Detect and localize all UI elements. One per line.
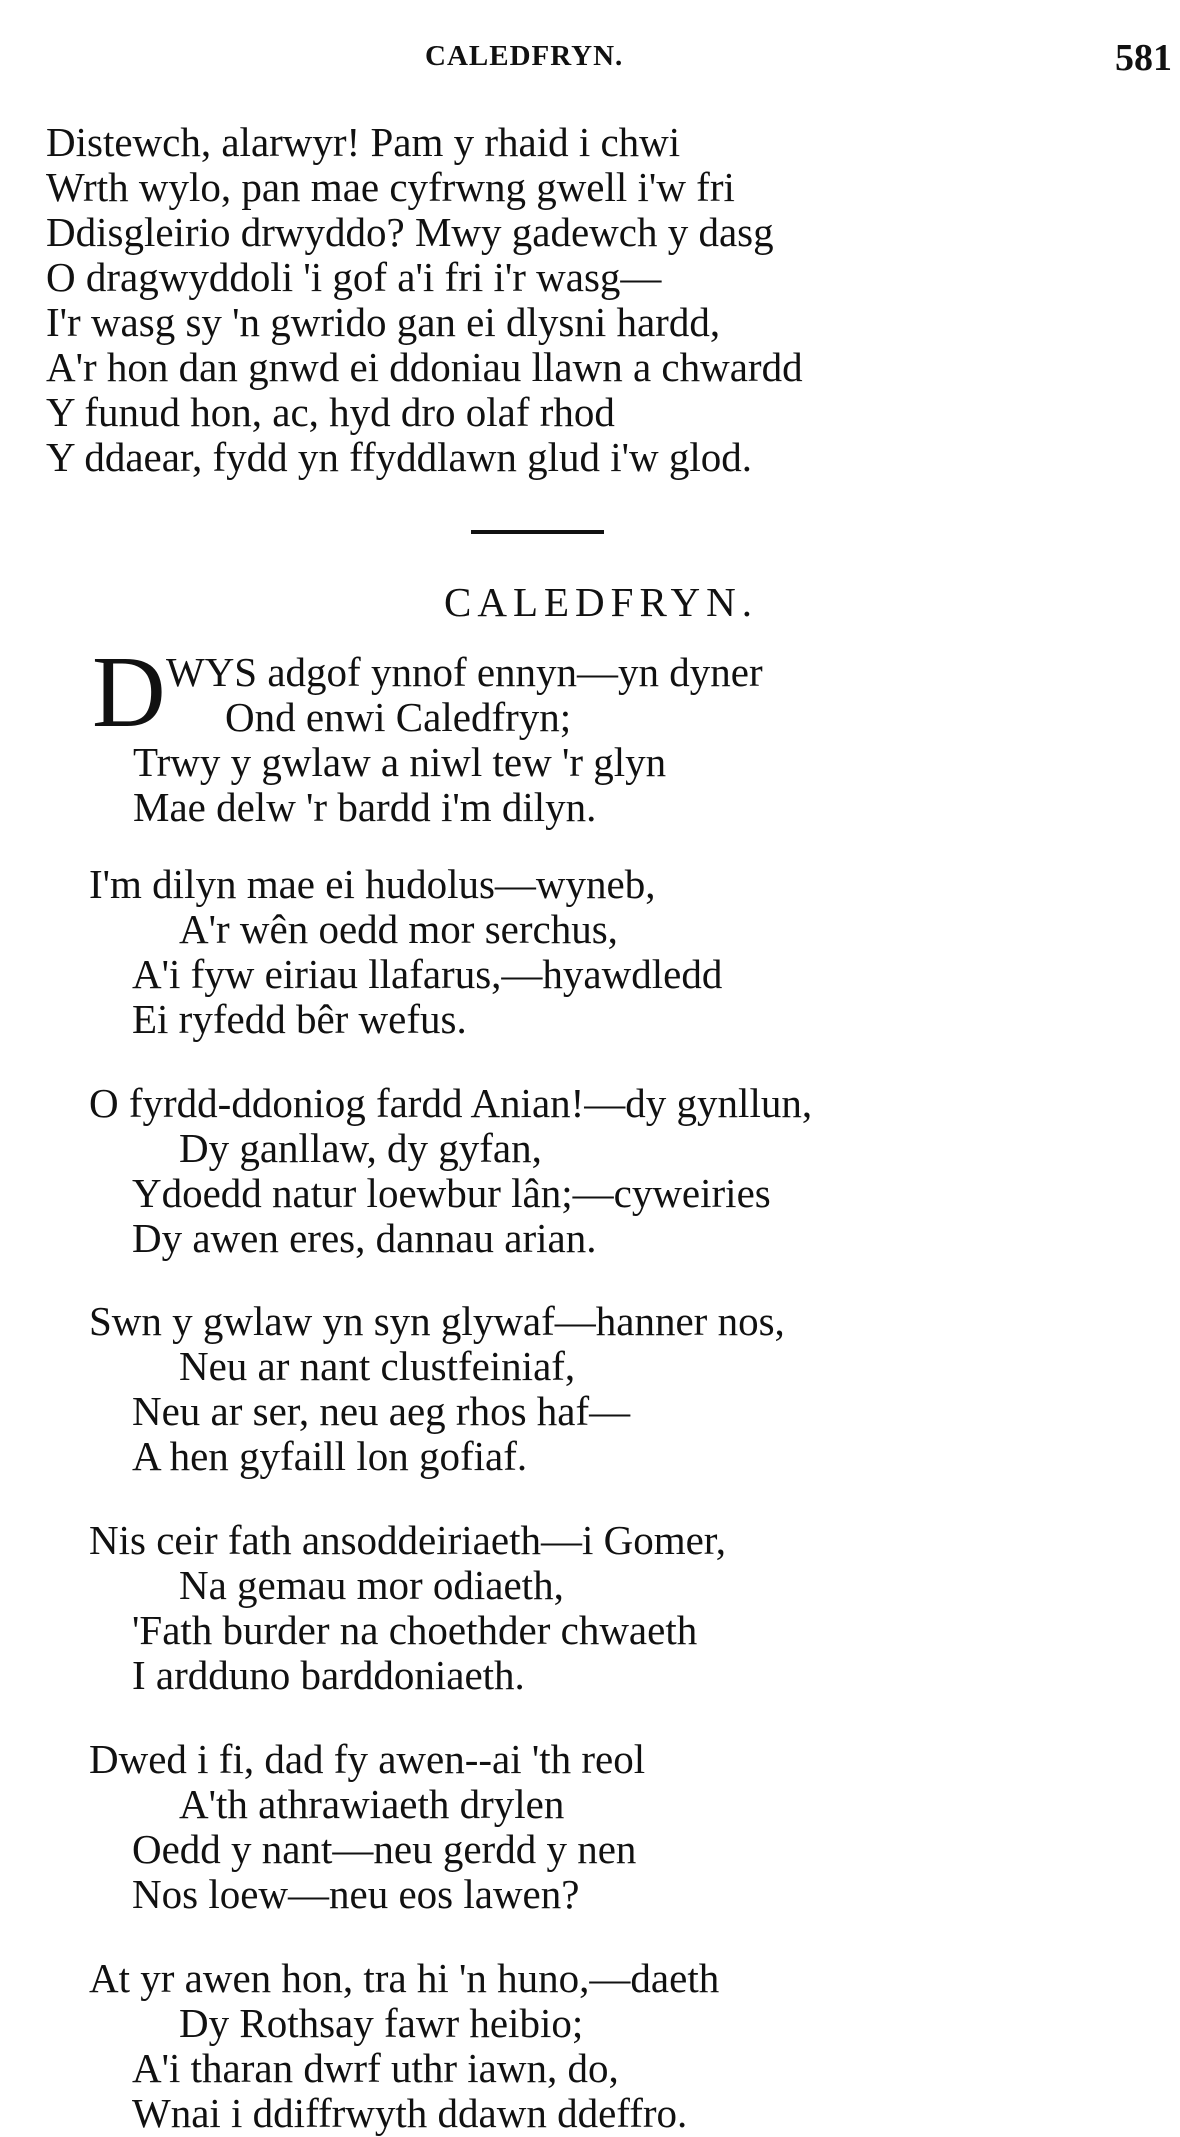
verse-line: O fyrdd-ddoniog fardd Anian!—dy gynllun, [89, 1080, 813, 1126]
verse-line: Dy awen eres, dannau arian. [132, 1215, 597, 1261]
page-number: 581 [1115, 37, 1172, 79]
verse-line: Y funud hon, ac, hyd dro olaf rhod [46, 389, 615, 435]
verse-line: Distewch, alarwyr! Pam y rhaid i chwi [46, 119, 681, 165]
verse-line: A'i fyw eiriau llafarus,—hyawdledd [132, 951, 723, 997]
section-divider [471, 530, 604, 534]
verse-line: Wrth wylo, pan mae cyfrwng gwell i'w fri [46, 164, 735, 210]
stanza [89, 1518, 726, 1698]
verse-line: Nos loew—neu eos lawen? [132, 1871, 580, 1917]
verse-line: Ei ryfedd bêr wefus. [132, 996, 467, 1042]
verse-line: O dragwyddoli 'i gof a'i fri i'r wasg— [46, 254, 662, 300]
stanza [89, 862, 722, 1042]
closing-stanza [46, 120, 803, 480]
verse-line: Swn y gwlaw yn syn glywaf—hanner nos, [89, 1298, 785, 1344]
verse-line: Wnai i ddiffrwyth ddawn ddeffro. [132, 2090, 688, 2136]
verse-line: I'r wasg sy 'n gwrido gan ei dlysni hardd, [46, 299, 721, 345]
verse-line: Dwed i fi, dad fy awen--ai 'th reol [89, 1736, 646, 1782]
running-title: CALEDFRYN. [425, 40, 624, 72]
verse-line: A'i tharan dwrf uthr iawn, do, [132, 2045, 619, 2091]
verse-line: Ond enwi Caledfryn; [225, 694, 572, 740]
stanza [89, 1081, 812, 1261]
verse-line: Nis ceir fath ansoddeiriaeth—i Gomer, [89, 1517, 727, 1563]
section-title: CALEDFRYN. [443, 579, 758, 625]
verse-line: Ydoedd natur loewbur lân;—cyweiries [132, 1170, 771, 1216]
verse-line: WYS adgof ynnof ennyn—yn dyner [166, 649, 763, 695]
stanza [89, 1299, 785, 1479]
stanza [89, 1956, 719, 2136]
verse-line: A hen gyfaill lon gofiaf. [132, 1433, 528, 1479]
verse-line: Ddisgleirio drwyddo? Mwy gadewch y dasg [46, 209, 774, 255]
drop-cap: D [92, 636, 166, 749]
verse-line: 'Fath burder na choethder chwaeth [132, 1607, 698, 1653]
verse-line: A'r wên oedd mor serchus, [179, 906, 618, 952]
verse-line: Trwy y gwlaw a niwl tew 'r glyn [133, 739, 667, 785]
verse-line: Na gemau mor odiaeth, [179, 1562, 564, 1608]
verse-line: Dy ganllaw, dy gyfan, [179, 1125, 542, 1171]
verse-line: I'm dilyn mae ei hudolus—wyneb, [89, 861, 656, 907]
first-stanza [90, 650, 763, 830]
verse-line: Oedd y nant—neu gerdd y nen [132, 1826, 637, 1872]
verse-line: A'th athrawiaeth drylen [179, 1781, 565, 1827]
verse-line: Neu ar nant clustfeiniaf, [179, 1343, 576, 1389]
stanza [89, 1737, 645, 1917]
verse-line: A'r hon dan gnwd ei ddoniau llawn a chwardd [46, 344, 803, 390]
verse-line: I ardduno barddoniaeth. [132, 1652, 525, 1698]
verse-line: Neu ar ser, neu aeg rhos haf— [132, 1388, 631, 1434]
running-head [0, 36, 1180, 79]
verse-line: Mae delw 'r bardd i'm dilyn. [133, 784, 597, 830]
verse-line: At yr awen hon, tra hi 'n huno,—daeth [89, 1955, 720, 2001]
verse-line: Dy Rothsay fawr heibio; [179, 2000, 584, 2046]
verse-line: Y ddaear, fydd yn ffyddlawn glud i'w glod. [46, 434, 753, 480]
